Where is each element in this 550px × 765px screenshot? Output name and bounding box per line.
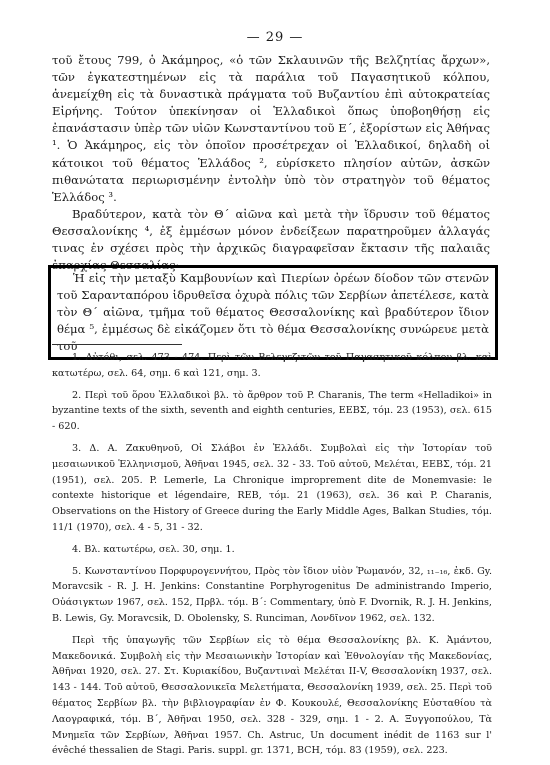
- highlighted-passage: Ἡ εἰς τὴν μεταξὺ Καμβουνίων καὶ Πιερίων ὀρέων δίοδον τῶν στενῶν τοῦ Σαρανταπόρου ἱδρυθεῖσα ὀχυρὰ πόλις τῶν Σερβίων ἀπετέλεσε, κατὰ τὸν Θ΄ αἰῶνα, τμῆμα τοῦ θέματος Θεσσαλονίκης καὶ βραδύτερον ἴδιον θέμα ⁵, ἐμμέσως δὲ εἰκάζομεν ὅτι τὸ θέμα Θεσσαλονίκης συνώρευε μετὰ τοῦ: [48, 265, 498, 360]
- footnote: Περὶ τῆς ὑπαγωγῆς τῶν Σερβίων εἰς τὸ θέμα Θεσσαλονίκης βλ. Κ. Ἀμάντου, Μακεδονικά. Συμβολὴ εἰς τὴν Μεσαιωνικὴν Ἱστορίαν καὶ Ἐθνολογίαν τῆς Μακεδονίας, Ἀθῆναι 1920, σελ. 27. Στ. Κυριακίδου, Βυζαντιναὶ Μελέται ΙΙ-V, Θεσσαλονίκη 1937, σελ. 143 - 144. Τοῦ αὐτοῦ, Θεσσαλονικεῖα Μελετήματα, Θεσσαλονίκη 1939, σελ. 25. Περὶ τοῦ θέματος Σερβίων βλ. τὴν βιβλιογραφίαν ἐν Φ. Κουκουλέ, Θεσσαλονίκης Εὐσταθίου τὰ Λαογραφικά, τόμ. Β΄, Ἀθῆναι 1950, σελ. 328 - 329, σημ. 1 - 2. Α. Ξυγγοπούλου, Τὰ Μνημεῖα τῶν Σερβίων, Ἀθῆναι 1957. Ch. Astruc, Un document inédit de 1163 sur l' évêché thessalien de Stagi. Paris. suppl. gr. 1371, BCH, τόμ. 83 (1959), σελ. 223.: [52, 634, 492, 757]
- footnotes: [52, 350, 492, 765]
- page-number: — 29 —: [246, 30, 304, 45]
- footnote-divider: [52, 344, 182, 345]
- footnote: 2. Περὶ τοῦ ὅρου Ἑλλαδικοὶ βλ. τὸ ἄρθρον τοῦ P. Charanis, The term «Helladikoi» in byzantine texts of the sixth, seventh and eighth centuries, ΕΕΒΣ, τόμ. 23 (1953), σελ. 615 - 620.: [52, 389, 492, 433]
- body-paragraph: τοῦ ἔτους 799, ὁ Ἀκάμηρος, «ὁ τῶν Σκλαυινῶν τῆς Βελζητίας ἄρχων», τῶν ἐγκατεστημένων εἰς τὰ παράλια τοῦ Παγασητικοῦ κόλπου, ἀνεμείχθη εἰς τὰ δυναστικὰ πράγματα τοῦ Βυζαντίου ἐπὶ αὐτοκρατείας Εἰρήνης. Τούτον ὑπεκίνησαν οἱ Ἑλλαδικοὶ ὅπως ὑποβοηθήσῃ εἰς ἐπανάστασιν ὑπὲρ τῶν υἱῶν Κωνσταντίνου τοῦ Ε΄, ἐξορίστων εἰς Ἀθήνας ¹. Ὁ Ἀκάμηρος, εἰς τὸν ὁποῖον προσέτρεχαν οἱ Ἑλλαδικοί, δηλαδὴ οἱ κάτοικοι τοῦ θέματος Ἑλλάδος ², εὑρίσκετο πλησίον αὐτῶν, ἀσκῶν πιθανώτατα περιωρισμένην ἐντολὴν ὑπὸ τὸν στρατηγὸν τοῦ θέματος Ἑλλάδος ³.: [52, 53, 490, 204]
- footnote: 5. Κωνσταντίνου Πορφυρογεννήτου, Πρὸς τὸν ἴδιον υἱὸν Ῥωμανόν, 32, ₁₁₋₁₆, ἐκδ. Gy. Moravcsik - R. J. H. Jenkins: Constantine Porphyrogenitus De administrando Imperio, Οὐάσιγκτων 1967, σελ. 152, Πρβλ. τόμ. Β΄: Commentary, ὑπὸ F. Dvornik, R. J. H. Jenkins, B. Lewis, Gy. Moravcsik, D. Obolensky, S. Runciman, Λονδῖνον 1962, σελ. 132.: [52, 565, 492, 624]
- main-text: [52, 52, 490, 274]
- body-paragraph: Βραδύτερον, κατὰ τὸν Θ΄ αἰῶνα καὶ μετὰ τὴν ἵδρυσιν τοῦ θέματος Θεσσαλονίκης ⁴, ἐξ ἐμμέσων μόνον ἐνδείξεων παρατηροῦμεν ἀλλαγάς τινας ἐν σχέσει πρὸς τὴν ἀρχικῶς διαγραφεῖσαν ἔκτασιν τῆς παλαιᾶς ἐπαρχίας Θεσσαλίας·: [52, 206, 490, 273]
- footnote: 4. Βλ. κατωτέρω, σελ. 30, σημ. 1.: [72, 543, 235, 555]
- footnote: 3. Δ. Α. Ζακυθηνοῦ, Οἱ Σλάβοι ἐν Ἑλλάδι. Συμβολαὶ εἰς τὴν Ἱστορίαν τοῦ μεσαιωνικοῦ Ἑλληνισμοῦ, Ἀθῆναι 1945, σελ. 32 - 33. Τοῦ αὐτοῦ, Μελέται, ΕΕΒΣ, τόμ. 21 (1951), σελ. 205. P. Lemerle, La Chronique improprement dite de Monemvasie: le contexte historique et légendaire, REB, τόμ. 21 (1963), σελ. 36 καὶ P. Charanis, Observations on the History of Greece during the Early Middle Ages, Balkan Studies, τόμ. 11/1 (1970), σελ. 4 - 5, 31 - 32.: [52, 442, 492, 533]
- footnote: 1. Αὐτόθι, σελ. 473 - 474. Περὶ τῶν Βελεγεζιτῶν τοῦ Παγασητικοῦ κόλπου βλ. καὶ κατωτέρω, σελ. 64, σημ. 6 καὶ 121, σημ. 3.: [52, 352, 492, 379]
